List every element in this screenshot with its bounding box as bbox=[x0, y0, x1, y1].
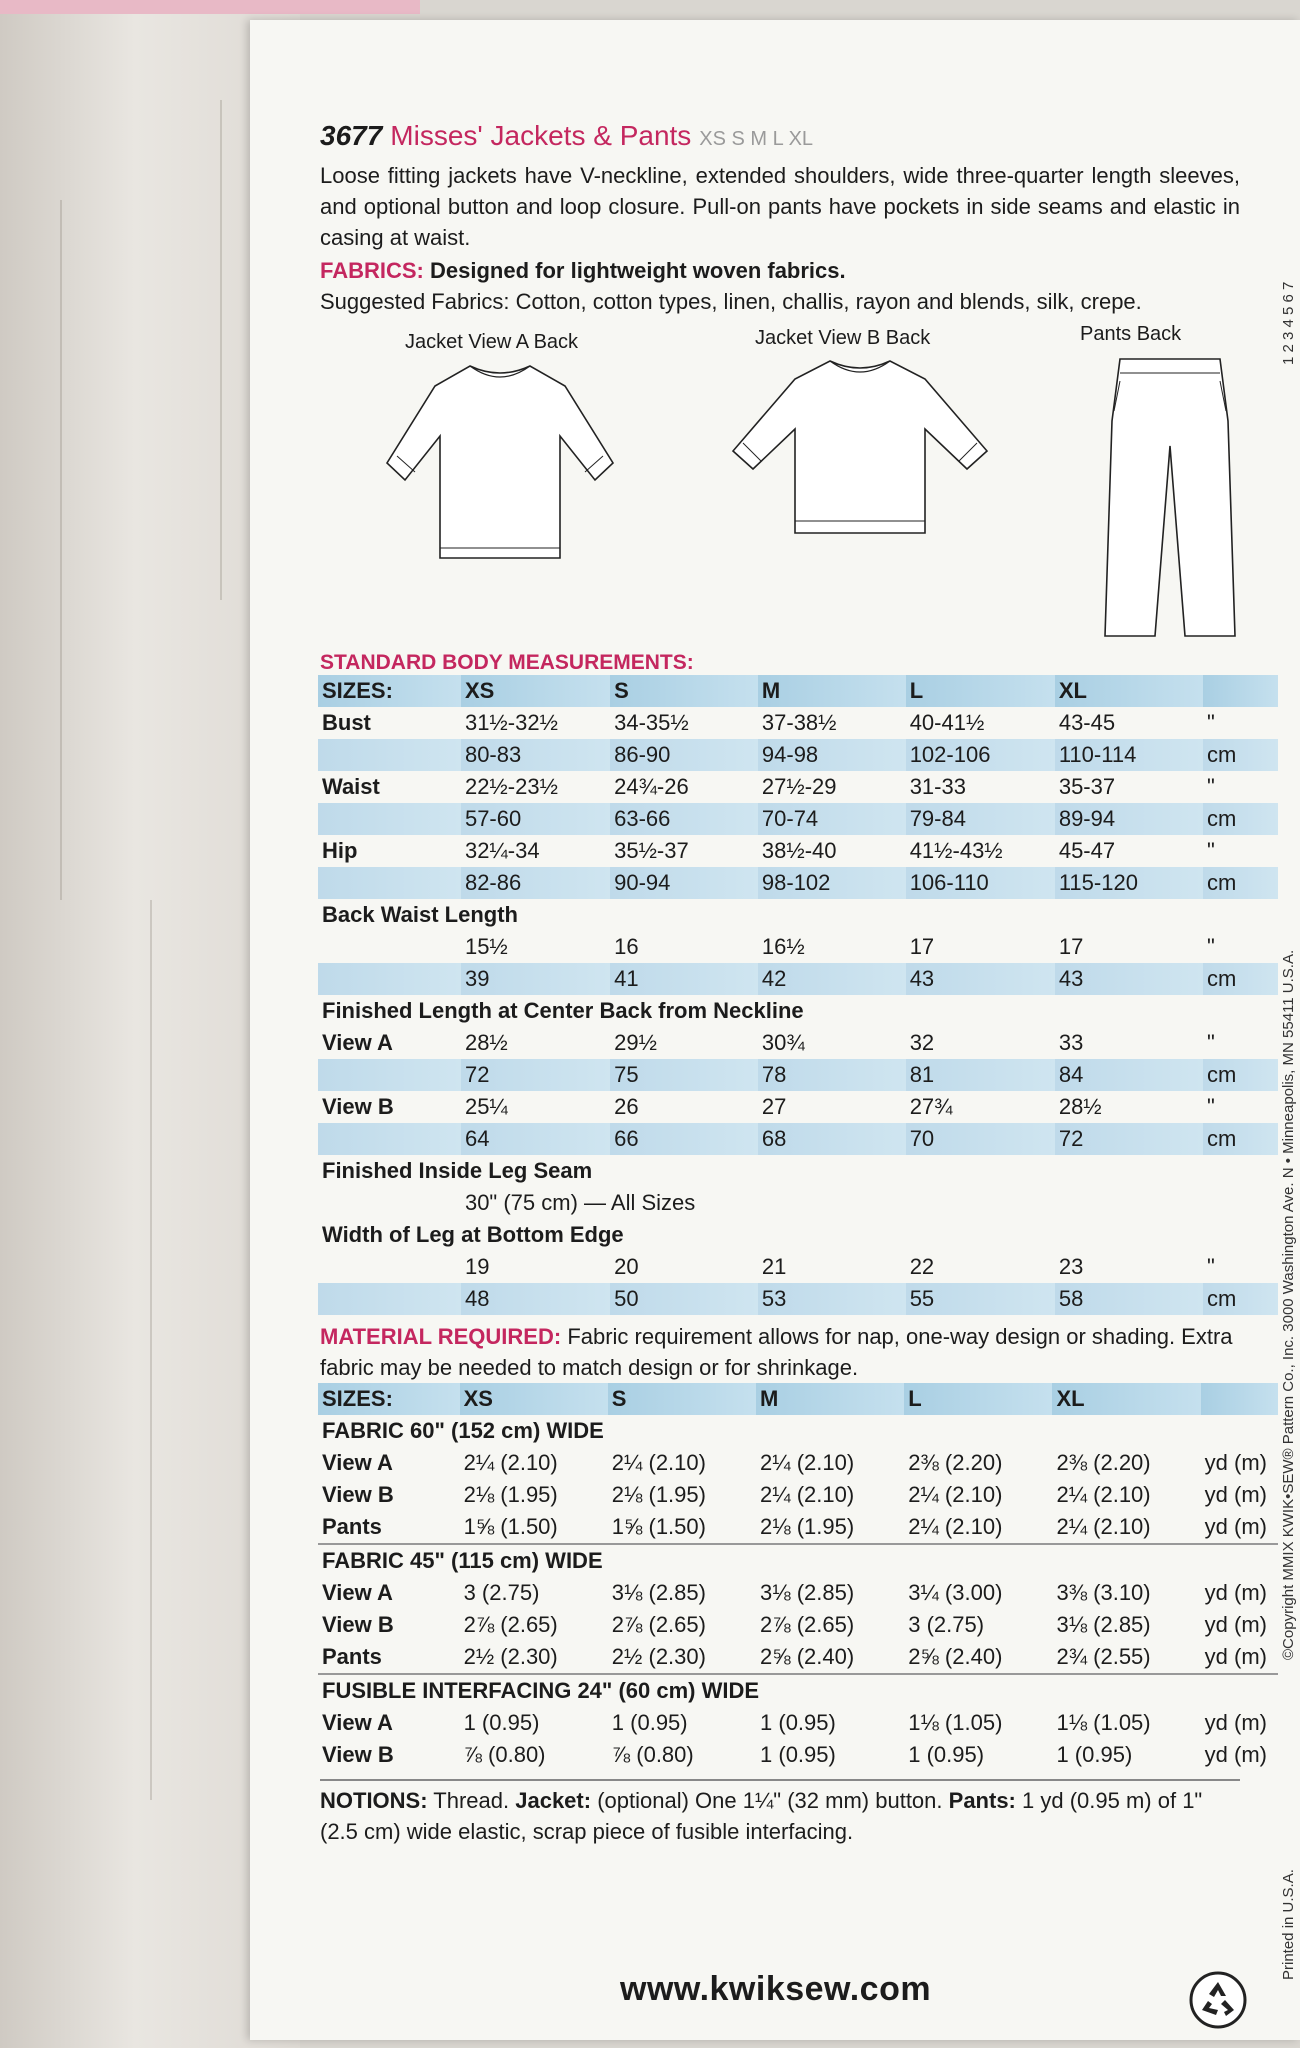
unit-cell: yd (m) bbox=[1204, 1612, 1267, 1637]
cell: 29½ bbox=[614, 1030, 657, 1055]
pattern-content bbox=[320, 120, 1267, 1847]
cell: 48 bbox=[461, 1283, 610, 1315]
cell: 38½-40 bbox=[761, 838, 837, 863]
cell: 2⅛ (1.95) bbox=[463, 1482, 558, 1507]
cell: 15½ bbox=[464, 934, 508, 959]
unit-cell: yd (m) bbox=[1204, 1514, 1267, 1539]
cell-blank bbox=[318, 1251, 461, 1283]
table-row bbox=[318, 899, 1278, 931]
cell: 31-33 bbox=[909, 774, 966, 799]
cell: 3⅛ (2.85) bbox=[611, 1580, 706, 1605]
pink-envelope-edge bbox=[0, 0, 420, 14]
cell: 19 bbox=[464, 1254, 490, 1279]
unit-cell: " bbox=[1206, 710, 1215, 735]
copyright-text: ©Copyright MMIX KWIK•SEW® Pattern Co., Inc. 3000 Washington Ave. N • Minneapolis, MN 55411 U.S.A. bbox=[1280, 949, 1297, 1660]
unit-cell: yd (m) bbox=[1204, 1644, 1267, 1669]
pants-label: Pants Back bbox=[1080, 323, 1182, 345]
row-label: View A bbox=[322, 1030, 393, 1055]
cell: 1 (0.95) bbox=[908, 1742, 985, 1767]
row-label: Bust bbox=[322, 710, 371, 735]
cell: 115-120 bbox=[1055, 867, 1203, 899]
cell: 53 bbox=[758, 1283, 906, 1315]
cell: 2¼ (2.10) bbox=[1056, 1482, 1151, 1507]
cell: 3¼ (3.00) bbox=[908, 1580, 1003, 1605]
cell: 41½-43½ bbox=[909, 838, 1003, 863]
jacket-b-label: Jacket View B Back bbox=[755, 327, 931, 349]
cell-blank bbox=[318, 1283, 461, 1315]
unit-cell: " bbox=[1206, 1030, 1215, 1055]
table-row bbox=[318, 1739, 1278, 1771]
table-row bbox=[318, 835, 1278, 867]
cell: 2⅞ (2.65) bbox=[760, 1612, 855, 1637]
size-s: S bbox=[610, 675, 758, 707]
unit-cell: cm bbox=[1203, 1059, 1278, 1091]
unit-cell: yd (m) bbox=[1204, 1580, 1267, 1605]
cell: 2⅛ (1.95) bbox=[611, 1482, 706, 1507]
cell: 42 bbox=[758, 963, 906, 995]
fabrics-line bbox=[320, 255, 1240, 286]
cell: 50 bbox=[610, 1283, 758, 1315]
cell-blank bbox=[318, 867, 461, 899]
cell: 110-114 bbox=[1055, 739, 1203, 771]
cell: 58 bbox=[1055, 1283, 1203, 1315]
row-label: Hip bbox=[322, 838, 358, 863]
cell: 1 (0.95) bbox=[611, 1710, 688, 1735]
cell: 78 bbox=[758, 1059, 906, 1091]
table-row bbox=[318, 1577, 1278, 1609]
finished-length-label: Finished Length at Center Back from Neckline bbox=[322, 998, 804, 1023]
table-row bbox=[318, 1251, 1278, 1283]
unit-cell: cm bbox=[1203, 867, 1278, 899]
unit-cell: " bbox=[1206, 934, 1215, 959]
jacket-b-back-drawing bbox=[725, 353, 995, 553]
cell: 2¼ (2.10) bbox=[760, 1482, 855, 1507]
cell: 64 bbox=[461, 1123, 610, 1155]
row-label: Pants bbox=[322, 1514, 382, 1539]
table-row bbox=[318, 1219, 1278, 1251]
table-row bbox=[318, 1091, 1278, 1123]
cell: 55 bbox=[906, 1283, 1055, 1315]
view-illustrations bbox=[320, 323, 1240, 643]
cell: 2¼ (2.10) bbox=[908, 1514, 1003, 1539]
cell: 70 bbox=[906, 1123, 1055, 1155]
cell: 3⅛ (2.85) bbox=[1056, 1612, 1151, 1637]
back-waist-label: Back Waist Length bbox=[322, 902, 518, 927]
cell: 1⅝ (1.50) bbox=[463, 1514, 558, 1539]
row-label: Waist bbox=[322, 774, 380, 799]
size-l: L bbox=[906, 675, 1055, 707]
inside-leg-label: Finished Inside Leg Seam bbox=[322, 1158, 593, 1183]
cell: 37-38½ bbox=[761, 710, 837, 735]
unit-cell: cm bbox=[1203, 1123, 1278, 1155]
cell-blank bbox=[318, 803, 461, 835]
cell: 3⅜ (3.10) bbox=[1056, 1580, 1151, 1605]
cell: ⅞ (0.80) bbox=[611, 1742, 694, 1767]
cell: 28½ bbox=[464, 1030, 508, 1055]
cell: 57-60 bbox=[461, 803, 610, 835]
cell: 3 (2.75) bbox=[463, 1580, 540, 1605]
unit-cell: yd (m) bbox=[1204, 1450, 1267, 1475]
pattern-envelope-back bbox=[250, 20, 1300, 2040]
unit-cell: cm bbox=[1203, 803, 1278, 835]
unit-cell: " bbox=[1206, 838, 1215, 863]
notions bbox=[320, 1779, 1240, 1847]
size-xs: XS bbox=[460, 1383, 608, 1415]
fabric45-label: FABRIC 45" (115 cm) WIDE bbox=[318, 1544, 1278, 1577]
cell: 27½-29 bbox=[761, 774, 837, 799]
row-label: View B bbox=[322, 1482, 394, 1507]
jacket-a-label: Jacket View A Back bbox=[405, 331, 579, 353]
cell: 32¼-34 bbox=[464, 838, 540, 863]
size-m: M bbox=[758, 675, 906, 707]
cell: 22½-23½ bbox=[464, 774, 558, 799]
table-row bbox=[318, 1283, 1278, 1315]
size-s: S bbox=[608, 1383, 756, 1415]
website-url: www.kwiksew.com bbox=[620, 1970, 932, 2008]
cell: 2¼ (2.10) bbox=[611, 1450, 706, 1475]
cell-blank bbox=[318, 1187, 461, 1219]
cell: 35-37 bbox=[1058, 774, 1116, 799]
table-row bbox=[318, 1479, 1278, 1511]
cell: 32 bbox=[909, 1030, 935, 1055]
table-row bbox=[318, 867, 1278, 899]
cell: 2⅞ (2.65) bbox=[463, 1612, 558, 1637]
inside-leg-value: 30" (75 cm) — All Sizes bbox=[464, 1190, 696, 1215]
sizes-header-row bbox=[318, 675, 1278, 707]
cell: 81 bbox=[906, 1059, 1055, 1091]
notions-label: NOTIONS: bbox=[320, 1788, 428, 1813]
cell: 70-74 bbox=[758, 803, 906, 835]
row-label: View B bbox=[322, 1742, 394, 1767]
cell: 2⅞ (2.65) bbox=[611, 1612, 706, 1637]
pattern-title: Misses' Jackets & Pants bbox=[390, 120, 692, 151]
row-label: View B bbox=[322, 1612, 394, 1637]
table-row bbox=[318, 1187, 1278, 1219]
cell: 2⅝ (2.40) bbox=[908, 1644, 1003, 1669]
cell: 3 (2.75) bbox=[908, 1612, 985, 1637]
table-row bbox=[318, 1123, 1278, 1155]
cell: 2¾ (2.55) bbox=[1056, 1644, 1151, 1669]
cell: 16 bbox=[614, 934, 639, 959]
table-row bbox=[318, 1511, 1278, 1544]
table-row bbox=[318, 1155, 1278, 1187]
pattern-number: 3677 bbox=[320, 120, 383, 151]
cell: 23 bbox=[1058, 1254, 1084, 1279]
pants-back-drawing bbox=[1100, 351, 1240, 641]
cell-blank bbox=[318, 1059, 461, 1091]
notions-text2: (optional) One 1¼" (32 mm) button. bbox=[597, 1788, 943, 1813]
table-row bbox=[318, 1609, 1278, 1641]
unit-cell: yd (m) bbox=[1204, 1710, 1267, 1735]
cell: 45-47 bbox=[1058, 838, 1116, 863]
leg-width-label: Width of Leg at Bottom Edge bbox=[322, 1222, 624, 1247]
unit-cell: yd (m) bbox=[1204, 1482, 1267, 1507]
sizes-header-row bbox=[318, 1383, 1278, 1415]
cell: 1 (0.95) bbox=[760, 1742, 836, 1767]
cell: 17 bbox=[1058, 934, 1084, 959]
table-row bbox=[318, 1707, 1278, 1739]
cell: 1 (0.95) bbox=[760, 1710, 836, 1735]
row-label: View A bbox=[322, 1710, 393, 1735]
table-row bbox=[318, 963, 1278, 995]
table-row bbox=[318, 1641, 1278, 1674]
printed-in-text: Printed in U.S.A. bbox=[1280, 1869, 1297, 1980]
table-row bbox=[318, 1027, 1278, 1059]
unit-blank bbox=[1203, 675, 1278, 707]
suggested-fabrics: Suggested Fabrics: Cotton, cotton types, linen, challis, rayon and blends, silk, crepe. bbox=[320, 289, 1142, 314]
cell: 75 bbox=[610, 1059, 758, 1091]
row-label: View B bbox=[322, 1094, 394, 1119]
table-row bbox=[318, 995, 1278, 1027]
unit-cell: yd (m) bbox=[1204, 1742, 1267, 1767]
cell: 1⅝ (1.50) bbox=[611, 1514, 706, 1539]
cell: 28½ bbox=[1058, 1094, 1102, 1119]
cell: 17 bbox=[909, 934, 935, 959]
cell: 68 bbox=[758, 1123, 906, 1155]
code-numbers: 1 2 3 4 5 6 7 bbox=[1280, 281, 1297, 365]
cell: 2⅝ (2.40) bbox=[760, 1644, 855, 1669]
cell: 86-90 bbox=[610, 739, 758, 771]
cell-blank bbox=[318, 931, 461, 963]
cell: 90-94 bbox=[610, 867, 758, 899]
pattern-header bbox=[320, 120, 1240, 152]
cell: 89-94 bbox=[1055, 803, 1203, 835]
size-xs: XS bbox=[461, 675, 610, 707]
recycle-icon bbox=[1188, 1970, 1248, 2030]
interfacing-label: FUSIBLE INTERFACING 24" (60 cm) WIDE bbox=[318, 1674, 1278, 1707]
cell: 98-102 bbox=[758, 867, 906, 899]
cell: 35½-37 bbox=[614, 838, 689, 863]
cell: 31½-32½ bbox=[464, 710, 558, 735]
cell: 43-45 bbox=[1058, 710, 1116, 735]
table-row bbox=[318, 771, 1278, 803]
notions-pants-label: Pants: bbox=[948, 1788, 1016, 1813]
size-xl: XL bbox=[1055, 675, 1203, 707]
cell: 2¼ (2.10) bbox=[1056, 1514, 1151, 1539]
cell: 82-86 bbox=[461, 867, 610, 899]
fabrics-text: Designed for lightweight woven fabrics. bbox=[430, 258, 846, 283]
cell: 2½ (2.30) bbox=[611, 1644, 706, 1669]
sizes-label: SIZES: bbox=[318, 675, 461, 707]
cell: 2½ (2.30) bbox=[463, 1644, 558, 1669]
material-required bbox=[320, 1321, 1240, 1383]
cell: 2⅜ (2.20) bbox=[908, 1450, 1003, 1475]
size-l: L bbox=[904, 1383, 1052, 1415]
cell: 22 bbox=[909, 1254, 935, 1279]
cell: ⅞ (0.80) bbox=[463, 1742, 546, 1767]
cell: 106-110 bbox=[906, 867, 1055, 899]
table-row bbox=[318, 931, 1278, 963]
jacket-a-back-drawing bbox=[375, 358, 625, 568]
cell: 1 (0.95) bbox=[463, 1710, 540, 1735]
cell: 2¼ (2.10) bbox=[760, 1450, 855, 1475]
cell: 94-98 bbox=[758, 739, 906, 771]
material-table bbox=[318, 1383, 1278, 1771]
cell: 66 bbox=[610, 1123, 758, 1155]
table-row bbox=[318, 1544, 1278, 1577]
cell: 2¼ (2.10) bbox=[463, 1450, 558, 1475]
unit-cell: cm bbox=[1203, 1283, 1278, 1315]
cell: 24¾-26 bbox=[614, 774, 689, 799]
cell: 79-84 bbox=[906, 803, 1055, 835]
cell: 27¾ bbox=[909, 1094, 953, 1119]
cell: 40-41½ bbox=[909, 710, 985, 735]
unit-cell: cm bbox=[1203, 963, 1278, 995]
cell: 2⅛ (1.95) bbox=[760, 1514, 855, 1539]
cell: 25¼ bbox=[464, 1094, 508, 1119]
material-label: MATERIAL REQUIRED: bbox=[320, 1324, 562, 1349]
cell: 33 bbox=[1058, 1030, 1084, 1055]
cell-blank bbox=[318, 963, 461, 995]
cell: 1 (0.95) bbox=[1056, 1742, 1133, 1767]
table-row bbox=[318, 739, 1278, 771]
notions-jacket-label: Jacket: bbox=[515, 1788, 592, 1813]
row-label: Pants bbox=[322, 1644, 382, 1669]
fabrics-label: FABRICS: bbox=[320, 258, 424, 283]
cell: 39 bbox=[461, 963, 610, 995]
cell: 43 bbox=[906, 963, 1055, 995]
cell: 1⅛ (1.05) bbox=[908, 1710, 1003, 1735]
unit-cell: cm bbox=[1203, 739, 1278, 771]
cell: 21 bbox=[761, 1254, 787, 1279]
body-measurements-table bbox=[318, 675, 1278, 1315]
size-m: M bbox=[756, 1383, 904, 1415]
cell: 41 bbox=[610, 963, 758, 995]
size-xl: XL bbox=[1052, 1383, 1200, 1415]
unit-cell: " bbox=[1206, 1094, 1215, 1119]
material-text: Fabric requirement allows for nap, one-way design or shading. Extra fabric may be needed to match design or for shrinkage. bbox=[320, 1324, 1233, 1380]
cell: 26 bbox=[614, 1094, 639, 1119]
cell: 16½ bbox=[761, 934, 805, 959]
notions-text3: 1 yd (0.95 m) of 1" (2.5 cm) wide elastic, scrap piece of fusible interfacing. bbox=[320, 1788, 1203, 1844]
row-label: View A bbox=[322, 1450, 393, 1475]
cell: 1⅛ (1.05) bbox=[1056, 1710, 1151, 1735]
pattern-description: Loose fitting jackets have V-neckline, extended shoulders, wide three-quarter length sleeves, and optional button and loop closure. Pull-on pants have pockets in side seams and elastic in casing at waist. bbox=[320, 163, 1240, 250]
cell: 20 bbox=[614, 1254, 639, 1279]
table-row bbox=[318, 1447, 1278, 1479]
cell: 2¼ (2.10) bbox=[908, 1482, 1003, 1507]
cell: 27 bbox=[761, 1094, 787, 1119]
cell: 84 bbox=[1055, 1059, 1203, 1091]
cell: 72 bbox=[461, 1059, 610, 1091]
cell: 34-35½ bbox=[614, 710, 689, 735]
cell: 3⅛ (2.85) bbox=[760, 1580, 855, 1605]
table-row bbox=[318, 1674, 1278, 1707]
cell-blank bbox=[318, 739, 461, 771]
cell: 63-66 bbox=[610, 803, 758, 835]
table-row bbox=[318, 803, 1278, 835]
body-measurements-title: STANDARD BODY MEASUREMENTS: bbox=[320, 651, 694, 674]
unit-blank bbox=[1201, 1383, 1278, 1415]
table-row bbox=[318, 1059, 1278, 1091]
cell: 72 bbox=[1055, 1123, 1203, 1155]
row-label: View A bbox=[322, 1580, 393, 1605]
cell-blank bbox=[318, 1123, 461, 1155]
cell: 2⅜ (2.20) bbox=[1056, 1450, 1151, 1475]
sizes-label: SIZES: bbox=[318, 1383, 460, 1415]
cell: 102-106 bbox=[906, 739, 1055, 771]
cell: 80-83 bbox=[461, 739, 610, 771]
notions-text1: Thread. bbox=[433, 1788, 510, 1813]
fabric60-label: FABRIC 60" (152 cm) WIDE bbox=[322, 1418, 604, 1443]
pattern-sizes: XS S M L XL bbox=[699, 128, 814, 150]
unit-cell: " bbox=[1206, 774, 1215, 799]
cell: 30¾ bbox=[761, 1030, 805, 1055]
cell: 43 bbox=[1055, 963, 1203, 995]
table-row bbox=[318, 1415, 1278, 1447]
table-row bbox=[318, 707, 1278, 739]
unit-cell: " bbox=[1206, 1254, 1215, 1279]
